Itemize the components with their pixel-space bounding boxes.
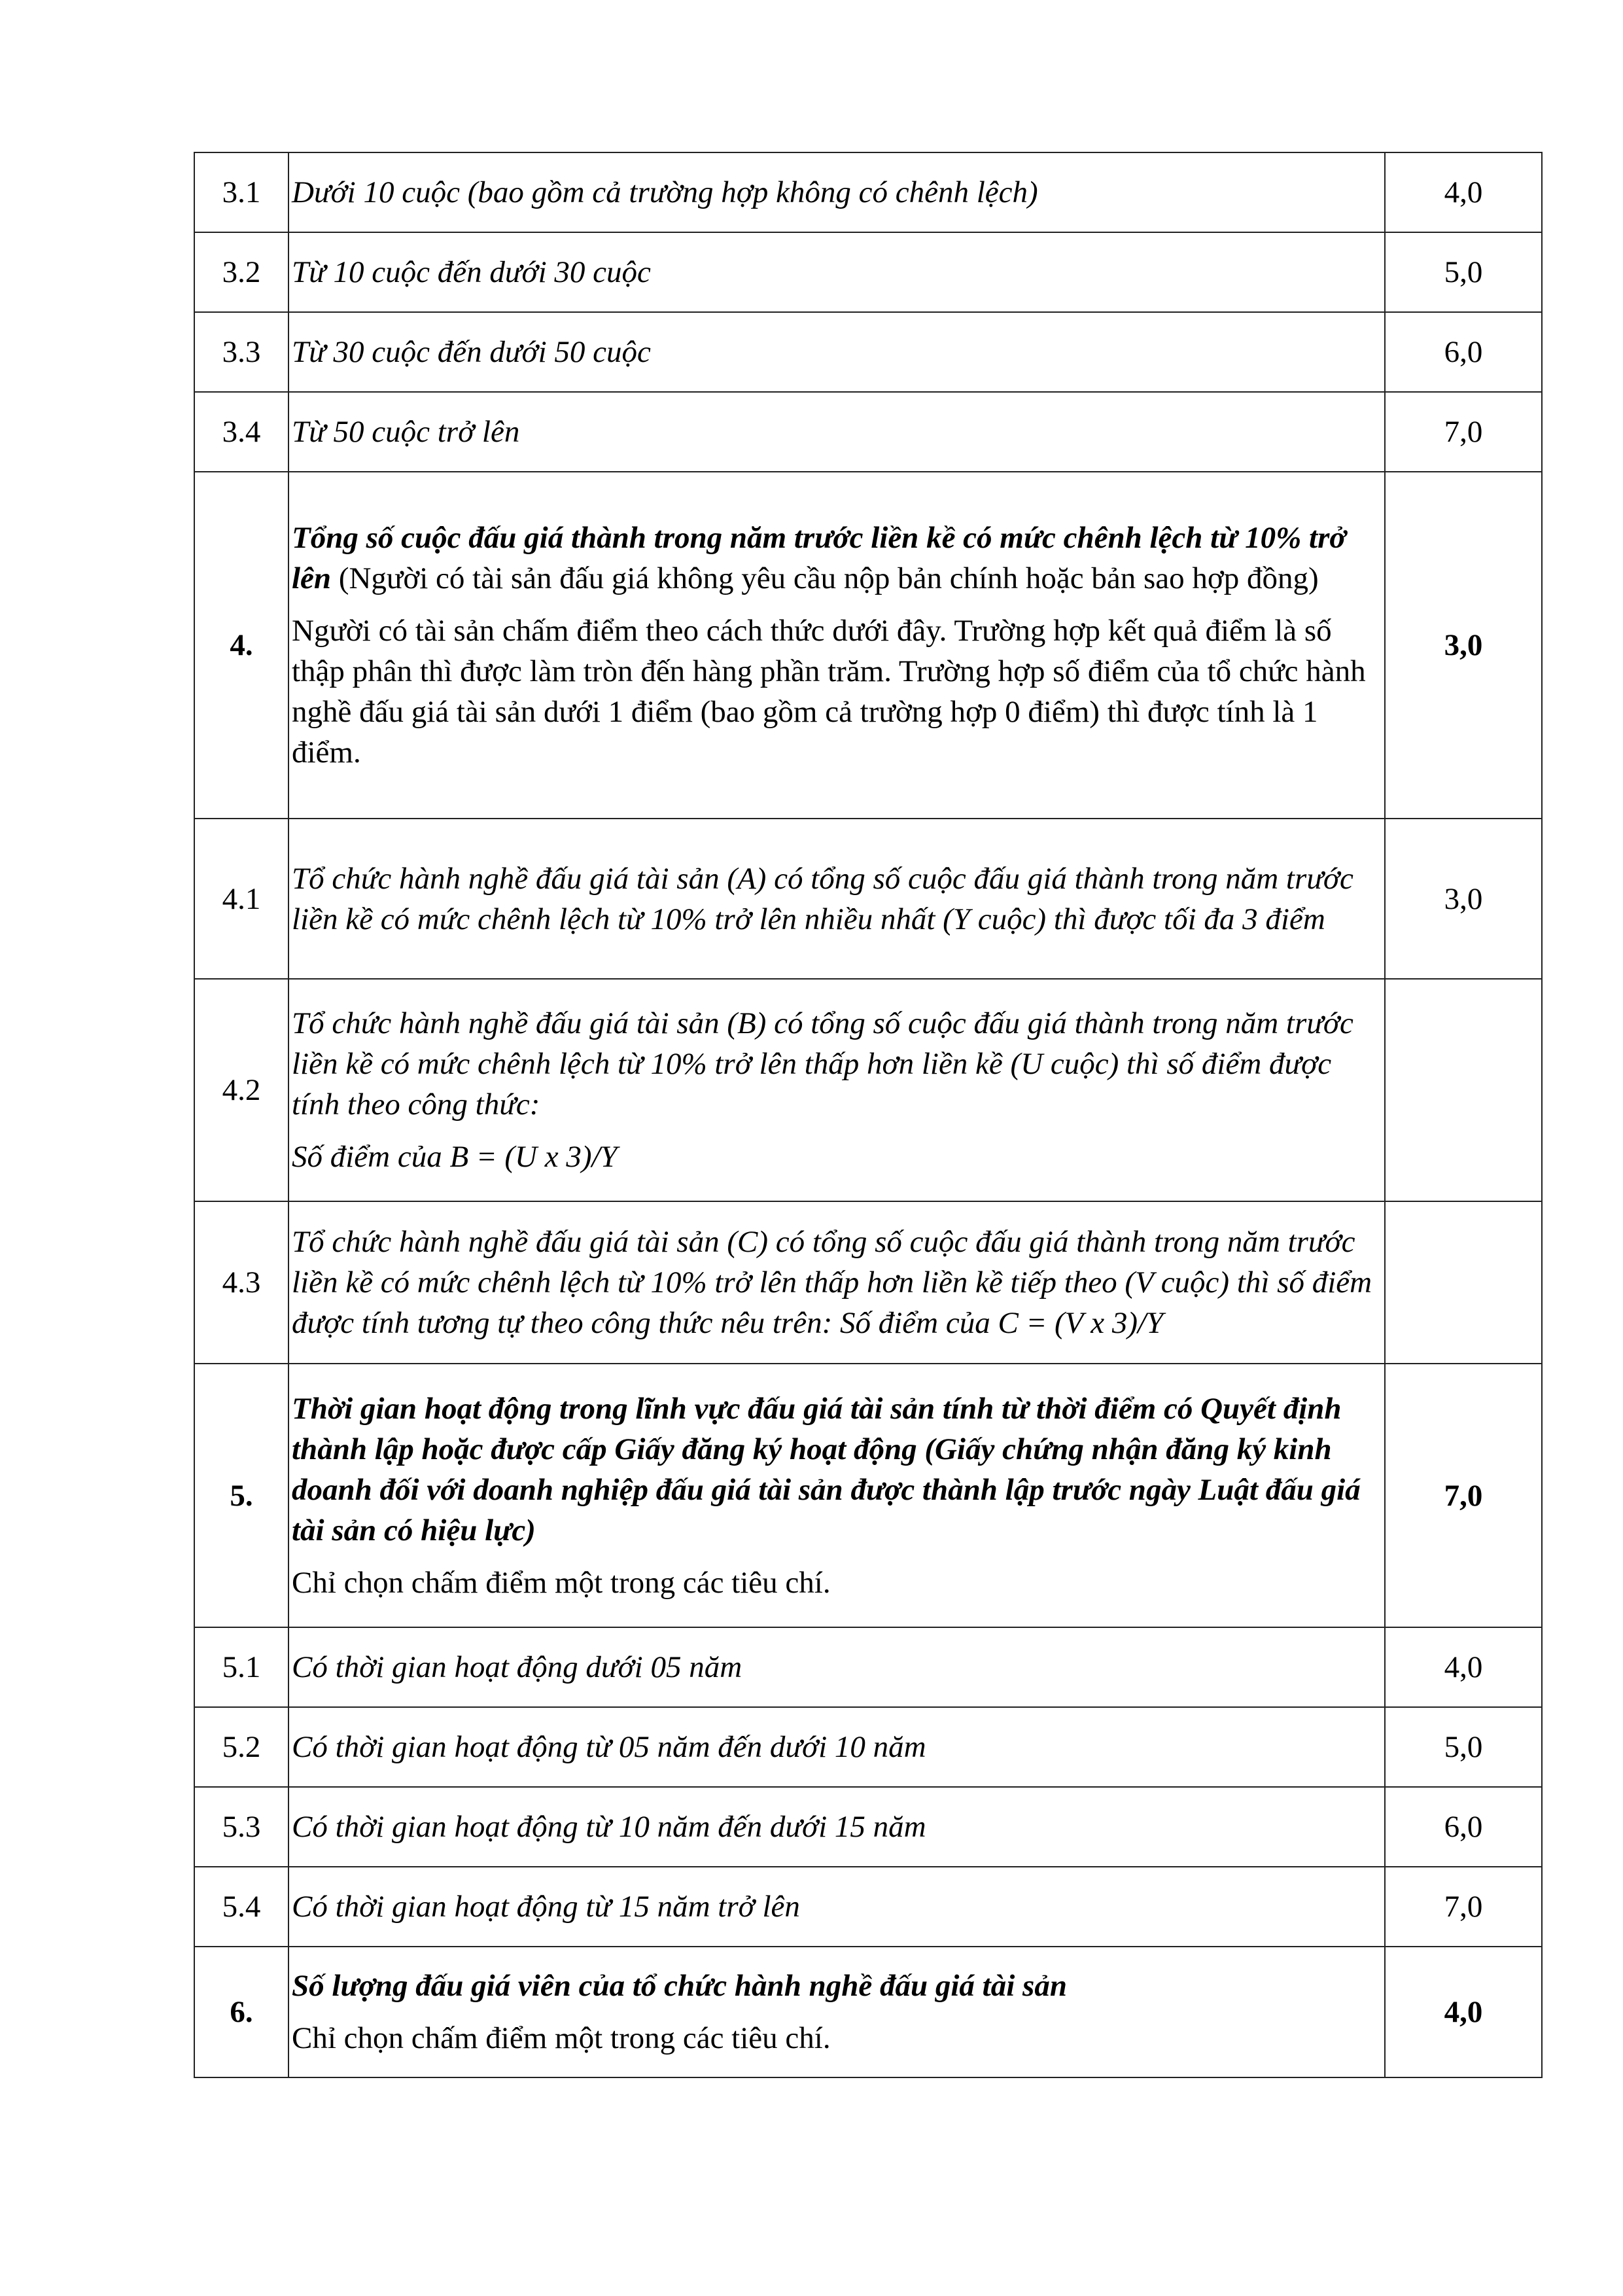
criterion-text: Từ 30 cuộc đến dưới 50 cuộc [288, 312, 1385, 392]
row-score: 7,0 [1385, 1867, 1542, 1947]
table-row-criterion [194, 1364, 1542, 1627]
criterion-text: Tổ chức hành nghề đấu giá tài sản (B) có tổng số cuộc đấu giá thành trong năm trước liền kề có mức chênh lệch từ 10% trở lên thấp hơn liền kề (U cuộc) thì số điểm được tính theo công thức: [292, 1006, 1353, 1122]
row-score [1385, 1201, 1542, 1364]
table-row [194, 392, 1542, 472]
row-score: 7,0 [1385, 1364, 1542, 1627]
criterion-heading [292, 518, 1382, 599]
criterion-text: Từ 10 cuộc đến dưới 30 cuộc [288, 232, 1385, 312]
criterion-note: Chỉ chọn chấm điểm một trong các tiêu chí. [292, 1565, 831, 1600]
table-row [194, 819, 1542, 979]
table-row [194, 1787, 1542, 1867]
criterion-cell [288, 979, 1385, 1201]
row-number: 3.3 [194, 312, 288, 392]
criterion-title-note: (Người có tài sản đấu giá không yêu cầu nộp bản chính hoặc bản sao hợp đồng) [331, 561, 1319, 595]
criterion-text: Có thời gian hoạt động từ 10 năm đến dưới 15 năm [288, 1787, 1385, 1867]
criterion-text: Có thời gian hoạt động từ 05 năm đến dưới 10 năm [288, 1707, 1385, 1787]
row-number: 4.2 [194, 979, 288, 1201]
row-number: 3.1 [194, 152, 288, 232]
row-number: 4.3 [194, 1201, 288, 1364]
row-number: 5. [194, 1364, 288, 1627]
row-score: 4,0 [1385, 152, 1542, 232]
row-score: 4,0 [1385, 1947, 1542, 2077]
row-score: 7,0 [1385, 392, 1542, 472]
criterion-text: Tổ chức hành nghề đấu giá tài sản (C) có tổng số cuộc đấu giá thành trong năm trước liền kề có mức chênh lệch từ 10% trở lên thấp hơn liền kề tiếp theo (V cuộc) thì số điểm được tính tương tự theo công thức nêu trên: Số điểm của C = (V x 3)/Y [288, 1201, 1385, 1364]
criterion-text: Có thời gian hoạt động dưới 05 năm [288, 1627, 1385, 1707]
row-score: 6,0 [1385, 312, 1542, 392]
row-number: 5.4 [194, 1867, 288, 1947]
row-number: 5.3 [194, 1787, 288, 1867]
criterion-text: Dưới 10 cuộc (bao gồm cả trường hợp không có chênh lệch) [288, 152, 1385, 232]
row-number: 3.4 [194, 392, 288, 472]
criterion-text: Từ 50 cuộc trở lên [288, 392, 1385, 472]
scoring-table [194, 152, 1543, 2078]
row-score: 6,0 [1385, 1787, 1542, 1867]
row-number: 3.2 [194, 232, 288, 312]
row-score: 3,0 [1385, 472, 1542, 819]
row-score [1385, 979, 1542, 1201]
row-number: 6. [194, 1947, 288, 2077]
criterion-title: Tổng số cuộc đấu giá thành trong năm trước liền kề có mức chênh lệch từ 10% trở lên [292, 521, 1346, 595]
table-row [194, 979, 1542, 1201]
row-score: 4,0 [1385, 1627, 1542, 1707]
table-row [194, 1201, 1542, 1364]
criterion-cell [288, 1364, 1385, 1627]
row-score: 3,0 [1385, 819, 1542, 979]
row-number: 4.1 [194, 819, 288, 979]
row-score: 5,0 [1385, 1707, 1542, 1787]
criterion-formula: Số điểm của B = (U x 3)/Y [292, 1140, 618, 1174]
criterion-cell [288, 472, 1385, 819]
table-row [194, 1707, 1542, 1787]
criterion-text: Có thời gian hoạt động từ 15 năm trở lên [288, 1867, 1385, 1947]
criterion-note: Người có tài sản chấm điểm theo cách thức dưới đây. Trường hợp kết quả điểm là số thập phân thì được làm tròn đến hàng phần trăm. Trường hợp số điểm của tổ chức hành nghề đấu giá tài sản dưới 1 điểm (bao gồm cả trường hợp 0 điểm) thì được tính là 1 điểm. [292, 614, 1366, 769]
table-row [194, 232, 1542, 312]
criterion-text: Tổ chức hành nghề đấu giá tài sản (A) có tổng số cuộc đấu giá thành trong năm trước liền kề có mức chênh lệch từ 10% trở lên nhiều nhất (Y cuộc) thì được tối đa 3 điểm [288, 819, 1385, 979]
row-number: 4. [194, 472, 288, 819]
table-row-criterion [194, 472, 1542, 819]
row-number: 5.2 [194, 1707, 288, 1787]
criterion-cell [288, 1947, 1385, 2077]
table-row-criterion [194, 1947, 1542, 2077]
table-row [194, 312, 1542, 392]
table-row [194, 1627, 1542, 1707]
criterion-note: Chỉ chọn chấm điểm một trong các tiêu chí. [292, 2021, 831, 2055]
table-row [194, 1867, 1542, 1947]
row-score: 5,0 [1385, 232, 1542, 312]
criterion-title: Thời gian hoạt động trong lĩnh vực đấu giá tài sản tính từ thời điểm có Quyết định thành lập hoặc được cấp Giấy đăng ký hoạt động (Giấy chứng nhận đăng ký kinh doanh đối với doanh nghiệp đấu giá tài sản được thành lập trước ngày Luật đấu giá tài sản có hiệu lực) [292, 1391, 1361, 1547]
table-row [194, 152, 1542, 232]
row-number: 5.1 [194, 1627, 288, 1707]
criterion-title: Số lượng đấu giá viên của tổ chức hành nghề đấu giá tài sản [292, 1969, 1067, 2003]
